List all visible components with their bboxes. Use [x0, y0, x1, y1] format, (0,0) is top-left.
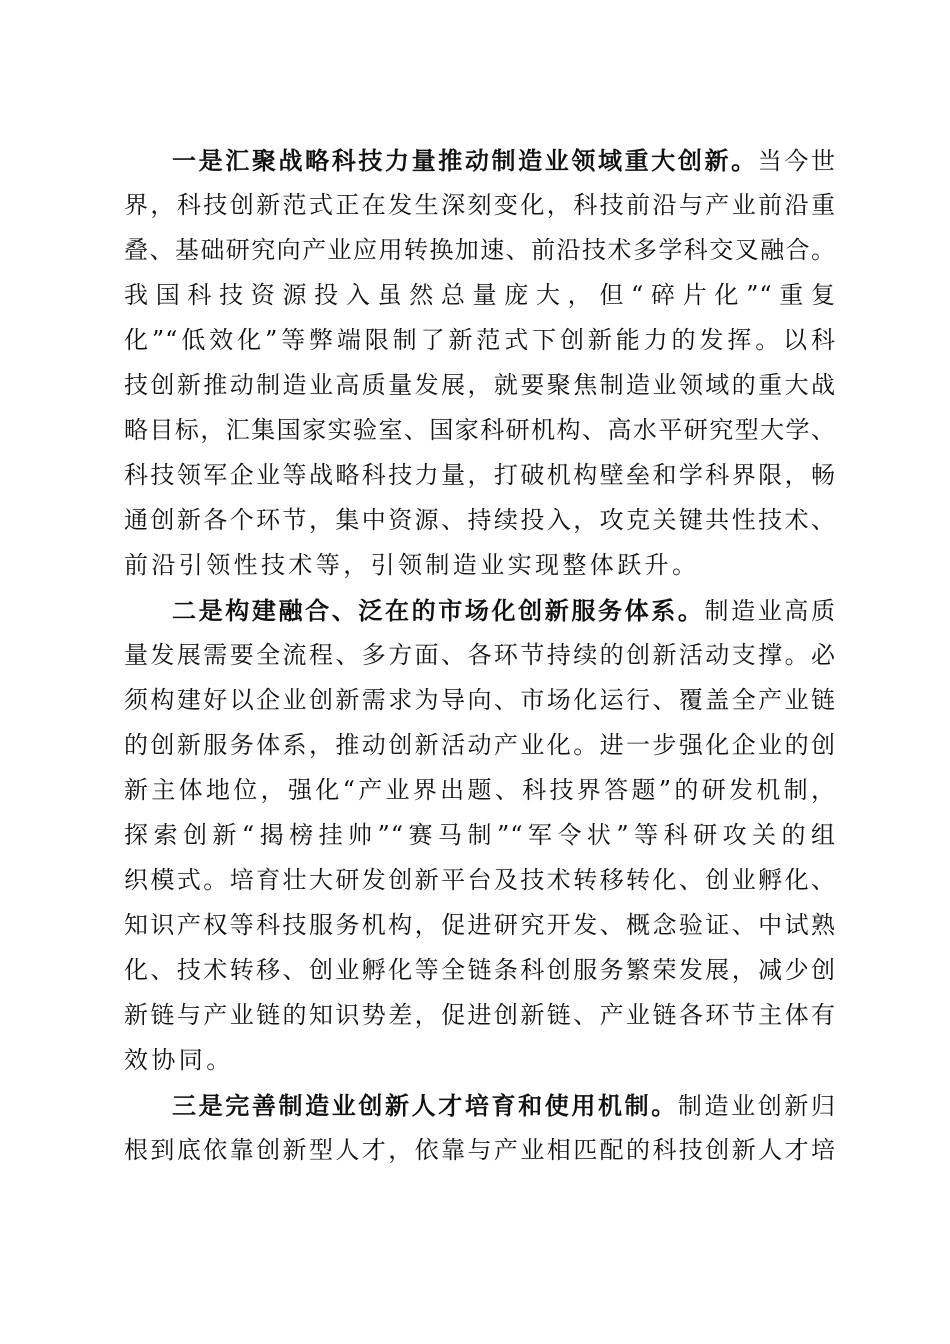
text-line — [124, 228, 836, 273]
text-line — [124, 678, 836, 723]
text-line — [124, 903, 836, 948]
line-text: 制造业高质 — [704, 597, 836, 625]
text-line — [124, 723, 836, 768]
paragraph-heading: 一是汇聚战略科技力量推动制造业领域重大创新。 — [172, 146, 758, 175]
text-line — [124, 948, 836, 993]
text-line — [124, 588, 836, 633]
line-text: 的创新服务体系，推动创新活动产业化。进一步强化企业的创 — [124, 731, 836, 759]
line-text: 叠、基础研究向产业应用转换加速、前沿技术多学科交叉融合。 — [124, 236, 836, 264]
line-text: 织模式。培育壮大研发创新平台及技术转移转化、创业孵化、 — [124, 866, 836, 894]
text-line — [124, 543, 836, 588]
text-line — [124, 993, 836, 1038]
line-text: 量发展需要全流程、多方面、各环节持续的创新活动支撑。必 — [124, 641, 836, 669]
line-text: 化、技术转移、创业孵化等全链条科创服务繁荣发展，减少创 — [124, 956, 836, 984]
paragraph — [124, 138, 836, 588]
paragraph — [124, 588, 836, 1083]
text-line — [124, 318, 836, 363]
document-body — [124, 138, 836, 1173]
line-text: 界，科技创新范式正在发生深刻变化，科技前沿与产业前沿重 — [124, 191, 836, 219]
text-line — [124, 453, 836, 498]
line-text: 略目标，汇集国家实验室、国家科研机构、高水平研究型大学、 — [124, 416, 836, 444]
text-line — [124, 183, 836, 228]
paragraph — [124, 1083, 836, 1173]
text-line — [124, 363, 836, 408]
line-text: 技创新推动制造业高质量发展，就要聚焦制造业领域的重大战 — [124, 371, 836, 399]
text-line — [124, 633, 836, 678]
line-text: 科技领军企业等战略科技力量，打破机构壁垒和学科界限，畅 — [124, 461, 836, 489]
line-text: 前沿引领性技术等，引领制造业实现整体跃升。 — [124, 551, 700, 579]
text-line — [124, 273, 836, 318]
text-line — [124, 768, 836, 813]
text-line — [124, 408, 836, 453]
text-line — [124, 858, 836, 903]
text-line — [124, 1038, 836, 1083]
text-line — [124, 1083, 836, 1128]
line-text: 新链与产业链的知识势差，促进创新链、产业链各环节主体有 — [124, 1001, 836, 1029]
line-text: 探索创新“揭榜挂帅”“赛马制”“军令状”等科研攻关的组 — [124, 821, 836, 849]
line-text: 知识产权等科技服务机构，促进研究开发、概念验证、中试熟 — [124, 911, 836, 939]
line-text: 新主体地位，强化“产业界出题、科技界答题”的研发机制， — [124, 776, 836, 804]
text-line — [124, 813, 836, 858]
line-text: 根到底依靠创新型人才，依靠与产业相匹配的科技创新人才培 — [124, 1136, 836, 1164]
line-text: 效协同。 — [124, 1046, 234, 1074]
paragraph-heading: 三是完善制造业创新人才培育和使用机制。 — [172, 1091, 678, 1120]
line-text: 化”“低效化”等弊端限制了新范式下创新能力的发挥。以科 — [124, 326, 836, 354]
paragraph-heading: 二是构建融合、泛在的市场化创新服务体系。 — [172, 596, 705, 625]
line-text: 通创新各个环节，集中资源、持续投入，攻克关键共性技术、 — [124, 506, 836, 534]
line-text: 我国科技资源投入虽然总量庞大，但“碎片化”“重复 — [124, 281, 836, 309]
line-text: 须构建好以企业创新需求为导向、市场化运行、覆盖全产业链 — [124, 686, 836, 714]
text-line — [124, 498, 836, 543]
line-text: 制造业创新归 — [677, 1092, 836, 1120]
text-line — [124, 1128, 836, 1173]
line-text: 当今世 — [757, 147, 836, 175]
text-line — [124, 138, 836, 183]
